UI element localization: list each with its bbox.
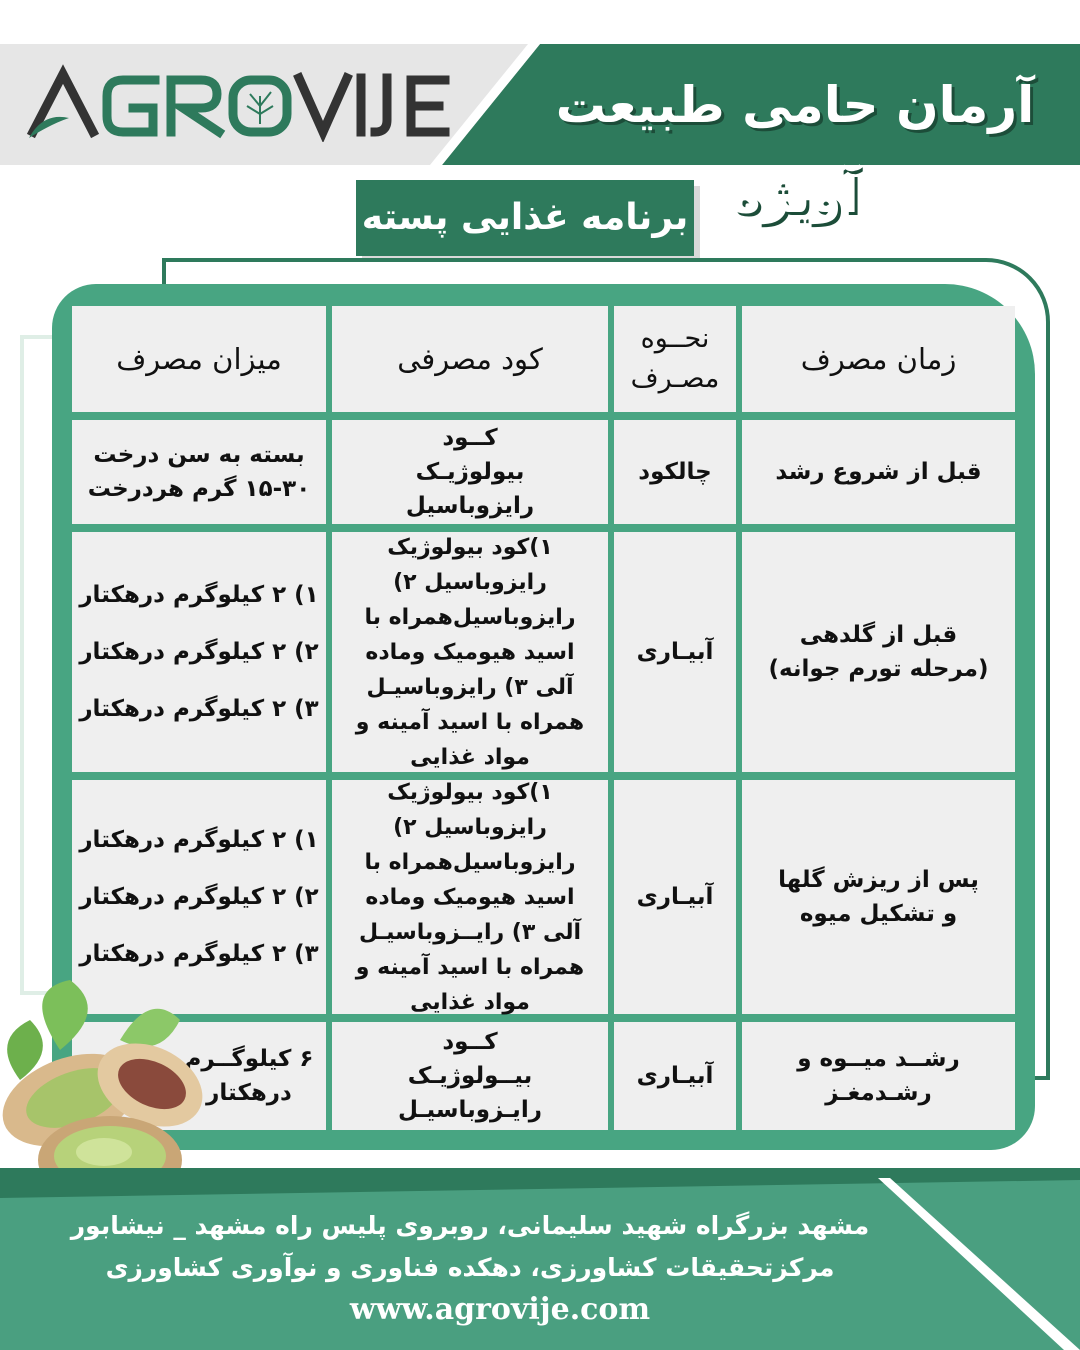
logo-tree — [247, 92, 273, 124]
amount-item: ۱) ۲ کیلوگرم درهکتار — [79, 826, 319, 853]
row1-code: کــود بیولوژیـک رایزوباسیل — [332, 420, 608, 524]
row4-code: کــود بیــولوژیـک رایـزوباسیـل — [332, 1022, 608, 1130]
header-method: نحــوه مصـرف — [614, 306, 736, 412]
page-title: برنامه غذایی پسته — [356, 180, 694, 256]
header-slogan: آرمان حامی طبیعت آویژه — [555, 76, 1035, 224]
agrovije-logo — [25, 62, 455, 142]
row3-time: پس از ریزش گلها و تشکیل میوه — [742, 780, 1015, 1014]
amount-item: ۳) ۲ کیلوگرم درهکتار — [79, 695, 319, 722]
row4-time: رشــد میــوه و رشـدمغـز — [742, 1022, 1015, 1130]
row4-method: آبیـاری — [614, 1022, 736, 1130]
header-amount: میزان مصرف — [72, 306, 326, 412]
row1-amount: بسته به سن درخت ۳۰-۱۵ گرم هردرخت — [72, 420, 326, 524]
header-code: کود مصرفی — [332, 306, 608, 412]
row3-code: ۱)کود بیولوژیک رایزوباسیل ۲) رایزوباسیل‌همراه با اسید هیومیک وماده آلی ۳) رایــزوباسیـل همراه با اسید آمینه و مواد غذایی — [332, 780, 608, 1014]
row2-time: قبل از گلدهی (مرحله تورم جوانه) — [742, 532, 1015, 772]
row4-amount: ۶ کیلوگــرم درهکتار — [72, 1022, 326, 1130]
row2-amount — [72, 532, 326, 772]
row2-method: آبیـاری — [614, 532, 736, 772]
amount-item: ۳) ۲ کیلوگرم درهکتار — [79, 940, 319, 967]
row1-time: قبل از شروع رشد — [742, 420, 1015, 524]
row2-code: ۱)کود بیولوژیک رایزوباسیل ۲) رایزوباسیل‌همراه با اسید هیومیک وماده آلی ۳) رایزوباسیـل همراه با اسید آمینه و مواد غذایی — [332, 532, 608, 772]
row1-method: چالکود — [614, 420, 736, 524]
amount-item: ۲) ۲ کیلوگرم درهکتار — [79, 883, 319, 910]
amount-item: ۲) ۲ کیلوگرم درهکتار — [79, 638, 319, 665]
address-line-2: مرکزتحقیقات کشاورزی، دهکده فناوری و نوآوری کشاورزی — [105, 1253, 835, 1282]
row3-method: آبیـاری — [614, 780, 736, 1014]
row3-amount — [72, 780, 326, 1014]
website-link[interactable]: www.agrovije.com — [349, 1292, 651, 1327]
footer-address — [60, 1205, 880, 1289]
amount-item: ۱) ۲ کیلوگرم درهکتار — [79, 581, 319, 608]
address-line-1: مشهد بزرگراه شهید سلیمانی، روبروی پلیس راه مشهد _ نیشابور — [70, 1211, 870, 1240]
logo-letters — [33, 74, 445, 132]
header-time: زمان مصرف — [742, 306, 1015, 412]
